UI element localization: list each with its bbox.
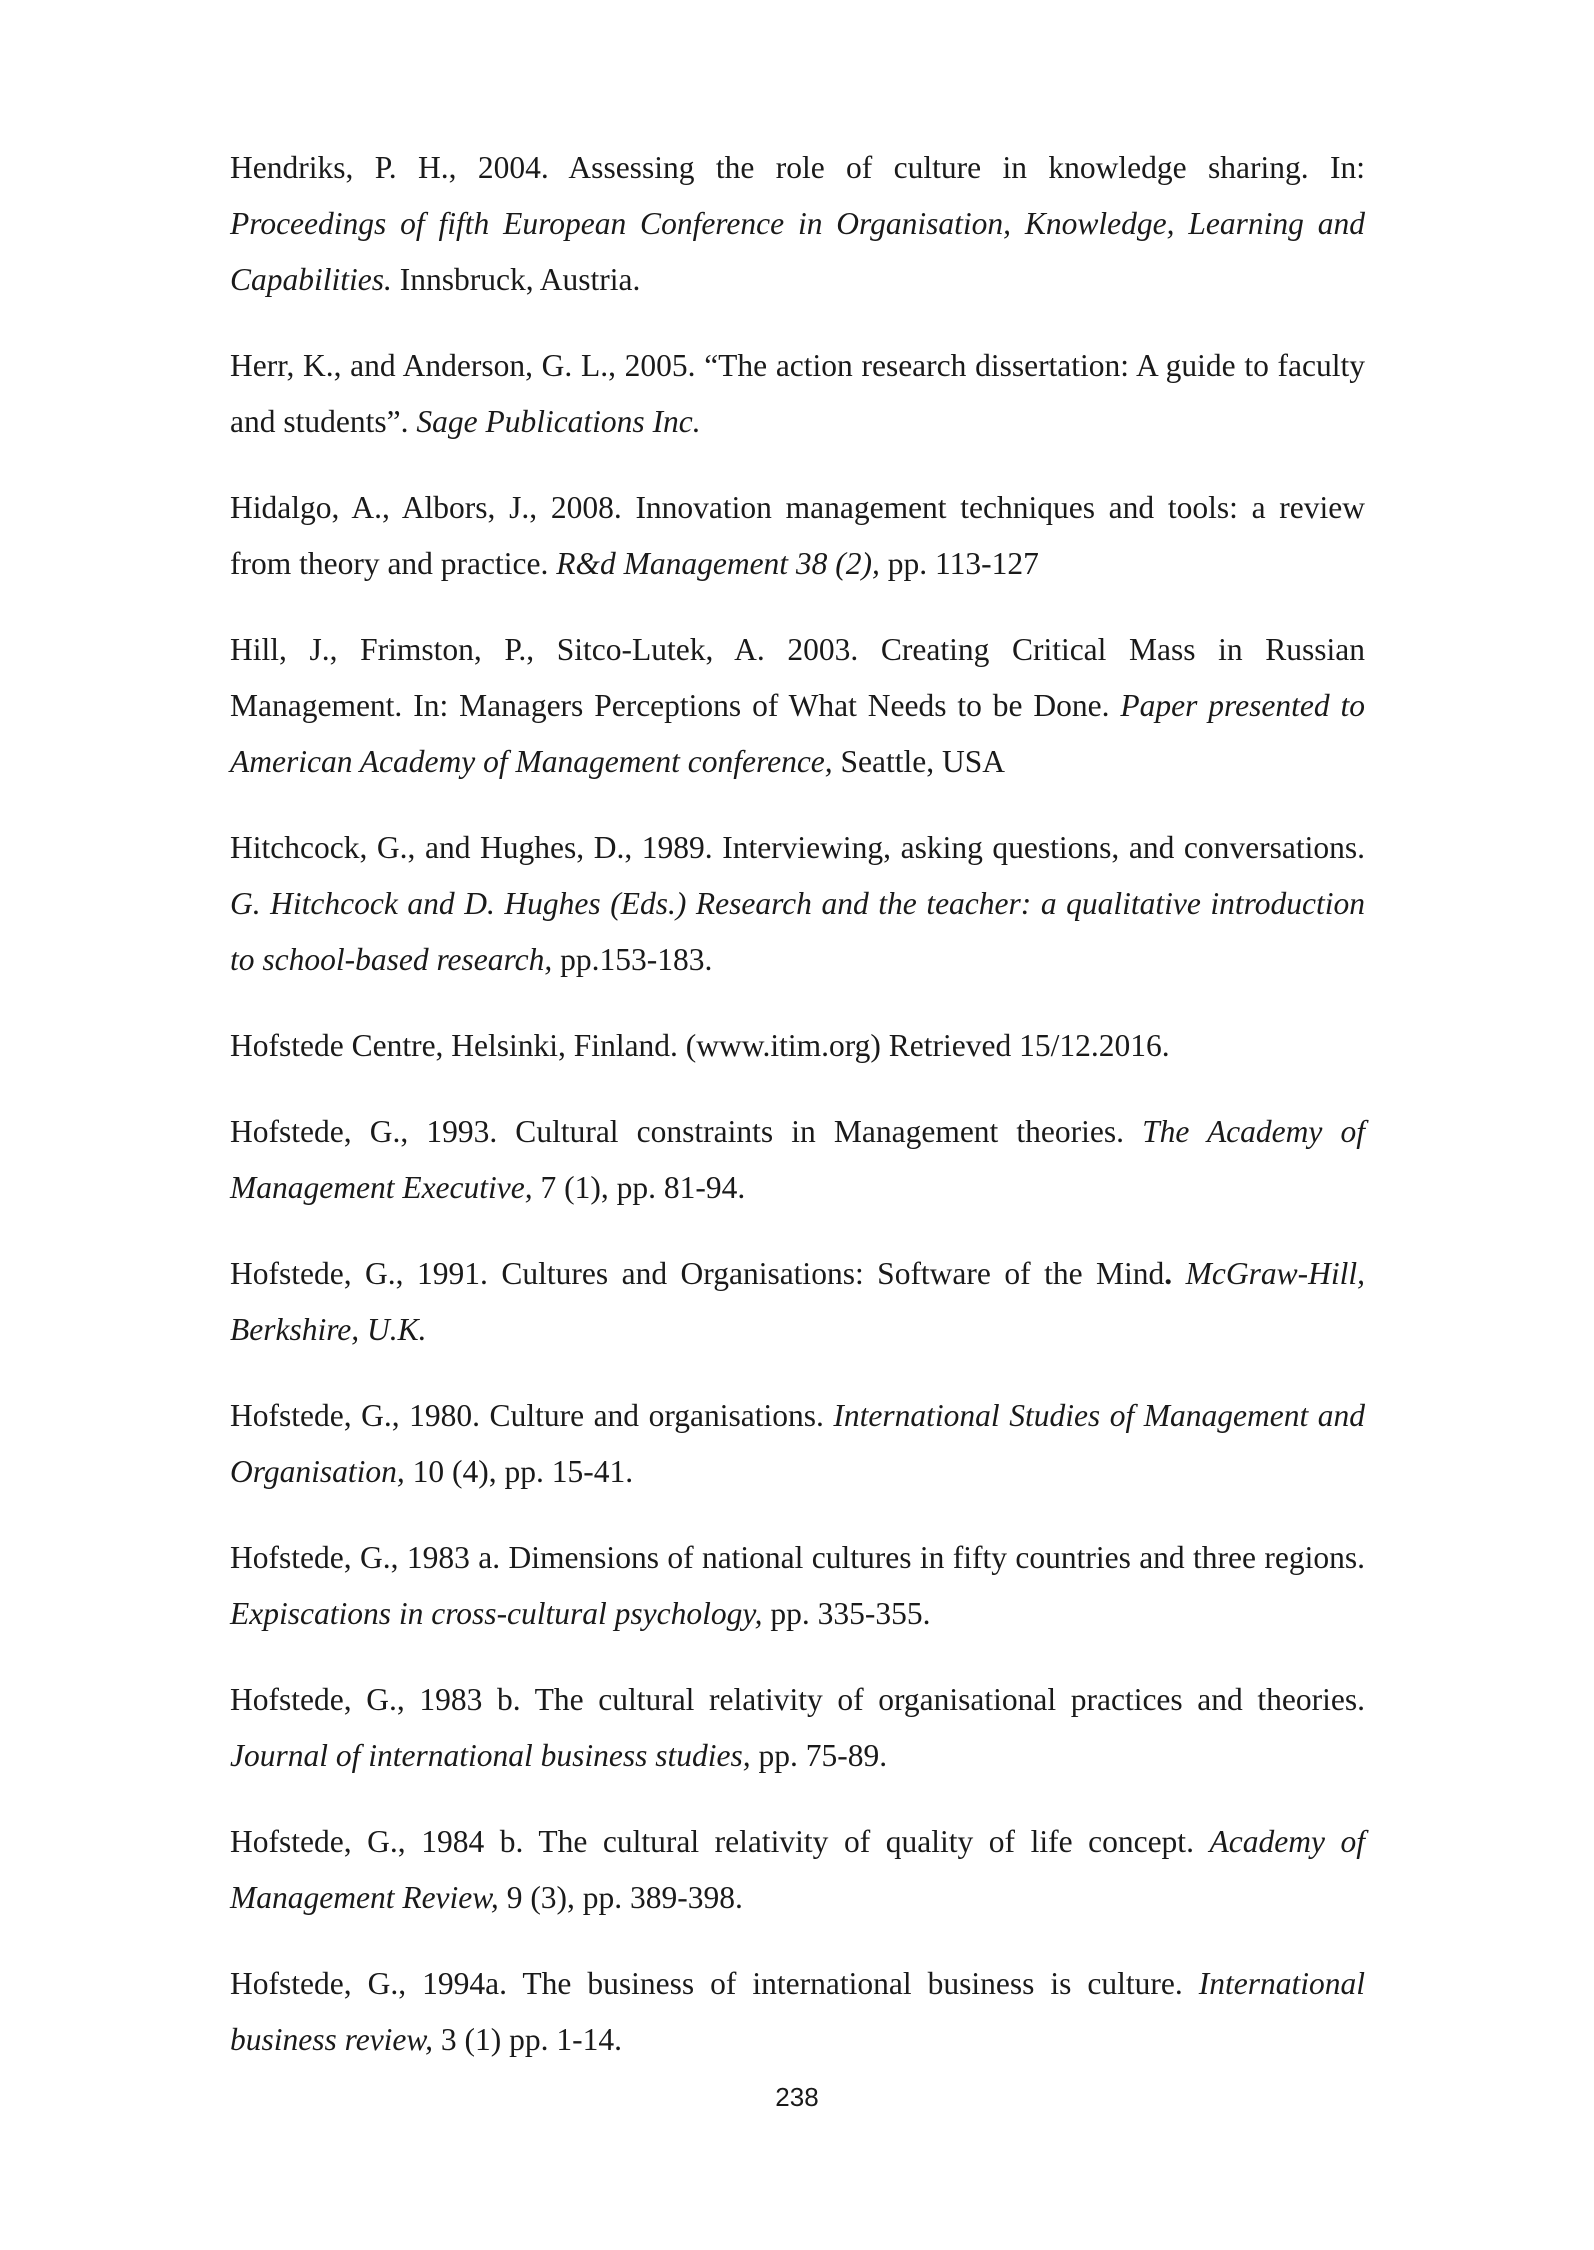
reference-text-segment: Innsbruck, Austria. bbox=[391, 262, 641, 297]
reference-italic-segment: R&d Management 38 (2), bbox=[556, 546, 880, 581]
reference-entry-herr-2005 bbox=[230, 338, 1365, 450]
reference-text-segment: 7 (1), pp. 81-94. bbox=[532, 1170, 746, 1205]
reference-text-segment: pp.153-183. bbox=[552, 942, 713, 977]
reference-entry-hill-2003 bbox=[230, 622, 1365, 790]
reference-entry-hofstede-1983a bbox=[230, 1530, 1365, 1642]
reference-italic-segment: Sage Publications Inc. bbox=[416, 404, 701, 439]
reference-text-segment: pp. 75-89. bbox=[750, 1738, 888, 1773]
reference-entry-hofstede-1984b bbox=[230, 1814, 1365, 1926]
reference-text-segment: Hofstede, G., 1980. Culture and organisations. bbox=[230, 1398, 834, 1433]
reference-text-segment: Hendriks, P. H., 2004. Assessing the role of culture in knowledge sharing. In: bbox=[230, 150, 1365, 185]
reference-italic-segment: Expiscations in cross-cultural psychology, bbox=[230, 1596, 763, 1631]
reference-text-segment: Herr, K., and Anderson, G. L., 2005. “The action research dissertation: A guide to faculty and students”. bbox=[230, 348, 1365, 439]
reference-text-segment: 3 (1) pp. 1-14. bbox=[432, 2022, 622, 2057]
reference-italic-segment: The Academy of Management Executive, bbox=[230, 1114, 1365, 1205]
reference-list bbox=[230, 140, 1365, 2098]
reference-text-segment: . bbox=[1164, 1256, 1173, 1291]
reference-italic-segment: Proceedings of fifth European Conference in Organisation, Knowledge, Learning and Capabilities. bbox=[230, 206, 1365, 297]
reference-italic-segment: International Studies of Management and Organisation, bbox=[230, 1398, 1365, 1489]
reference-italic-segment: Paper presented to American Academy of Management conference, bbox=[230, 688, 1365, 779]
reference-text-segment: Hitchcock, G., and Hughes, D., 1989. Interviewing, asking questions, and conversations. bbox=[230, 830, 1365, 865]
reference-text-segment: Hofstede, G., 1993. Cultural constraints in Management theories. bbox=[230, 1114, 1143, 1149]
reference-text-segment: Hofstede, G., 1991. Cultures and Organisations: Software of the Mind bbox=[230, 1256, 1165, 1291]
reference-text-segment: 10 (4), pp. 15-41. bbox=[404, 1454, 634, 1489]
reference-text-segment: Hofstede Centre, Helsinki, Finland. (www.itim.org) Retrieved 15/12.2016. bbox=[230, 1028, 1170, 1063]
reference-text-segment: Hofstede, G., 1983 a. Dimensions of national cultures in fifty countries and three regions. bbox=[230, 1540, 1365, 1575]
reference-text-segment: Hofstede, G., 1994a. The business of international business is culture. bbox=[230, 1966, 1199, 2001]
reference-text-segment: pp. 335-355. bbox=[762, 1596, 931, 1631]
reference-text-segment: Hill, J., Frimston, P., Sitco-Lutek, A. 2003. Creating Critical Mass in Russian Management. In: Managers Perceptions of What Needs to be Done. bbox=[230, 632, 1365, 723]
reference-italic-segment: G. Hitchcock and D. Hughes (Eds.) Research and the teacher: a qualitative introduction to school-based research, bbox=[230, 886, 1365, 977]
reference-text-segment: Hofstede, G., 1984 b. The cultural relativity of quality of life concept. bbox=[230, 1824, 1210, 1859]
reference-entry-hidalgo-2008 bbox=[230, 480, 1365, 592]
reference-entry-hofstede-1980 bbox=[230, 1388, 1365, 1500]
reference-italic-segment: Journal of international business studies, bbox=[230, 1738, 751, 1773]
reference-text-segment: pp. 113-127 bbox=[879, 546, 1039, 581]
reference-entry-hitchcock-1989 bbox=[230, 820, 1365, 988]
reference-entry-hofstede-1993 bbox=[230, 1104, 1365, 1216]
reference-text-segment: Hofstede, G., 1983 b. The cultural relativity of organisational practices and theories. bbox=[230, 1682, 1365, 1717]
page-number: 238 bbox=[775, 2082, 819, 2112]
reference-entry-hofstede-1983b bbox=[230, 1672, 1365, 1784]
reference-text-segment: 9 (3), pp. 389-398. bbox=[498, 1880, 743, 1915]
reference-entry-hofstede-1991 bbox=[230, 1246, 1365, 1358]
reference-entry-hofstede-centre bbox=[230, 1018, 1365, 1074]
reference-italic-segment: McGraw-Hill, Berkshire, U.K. bbox=[230, 1256, 1365, 1347]
reference-italic-segment: International business review, bbox=[230, 1966, 1365, 2057]
reference-entry-hendriks-2004 bbox=[230, 140, 1365, 308]
reference-italic-segment: Academy of Management Review, bbox=[230, 1824, 1365, 1915]
reference-text-segment: Hidalgo, A., Albors, J., 2008. Innovation management techniques and tools: a review from theory and practice. bbox=[230, 490, 1365, 581]
reference-text-segment: Seattle, USA bbox=[832, 744, 1006, 779]
reference-entry-hofstede-1994a bbox=[230, 1956, 1365, 2068]
